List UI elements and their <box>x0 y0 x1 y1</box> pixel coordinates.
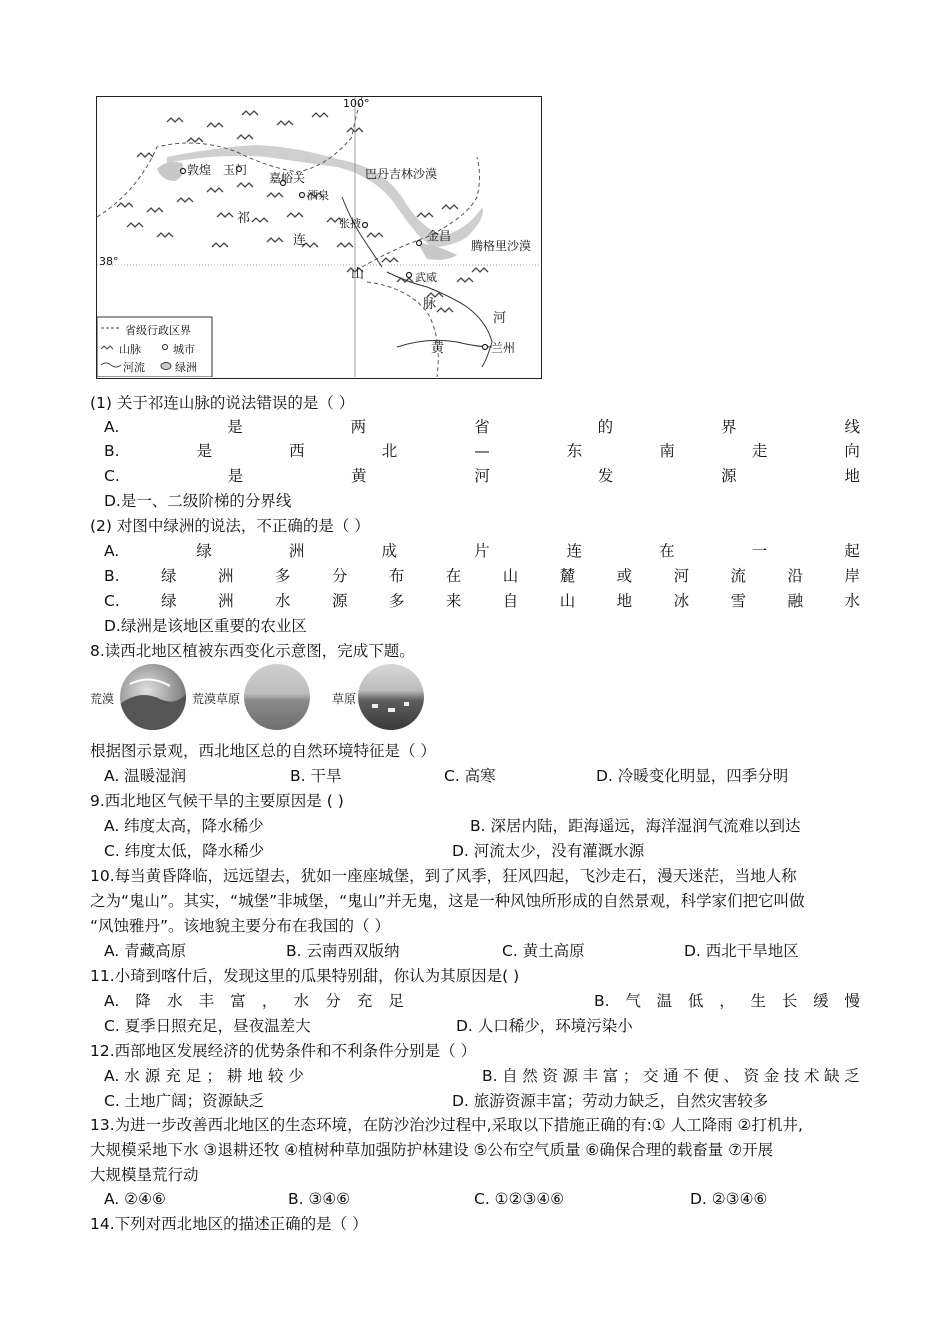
option-char: 自 <box>502 592 519 610</box>
img-label-desert-steppe: 荒漠草原 <box>192 692 241 706</box>
option-char: A. <box>104 418 120 436</box>
option-char: 地 <box>247 1067 263 1085</box>
label-qi: 祁 <box>237 211 251 226</box>
q12-stem: 12.西部地区发展经济的优势条件和不利条件分别是（ ） <box>90 1042 477 1060</box>
option-char: 交 <box>643 1067 659 1085</box>
option-char: B. <box>482 1067 498 1085</box>
option-char: 便 <box>703 1067 719 1085</box>
option-char: 地 <box>616 592 633 610</box>
option-char: 发 <box>597 467 614 485</box>
option-char: 流 <box>730 567 747 585</box>
q13-option-b[interactable]: B. ③④⑥ <box>288 1190 351 1208</box>
q13-option-c[interactable]: C. ①②③④⑥ <box>474 1190 565 1208</box>
option-char: 资 <box>743 1067 760 1085</box>
steppe-photo <box>358 664 424 730</box>
option-char: 向 <box>844 442 860 460</box>
option-char: 界 <box>721 418 737 436</box>
option-char: 资 <box>542 1067 558 1085</box>
q11-option-c[interactable]: C. 夏季日照充足，昼夜温差大 <box>104 1017 311 1035</box>
label-tengger-desert: 腾格里沙漠 <box>471 239 532 253</box>
option-char: 然 <box>522 1067 538 1085</box>
option-char: B. <box>104 567 120 585</box>
option-char: 气 <box>625 992 641 1010</box>
q12-options-row2 <box>104 1090 860 1112</box>
img-label-steppe: 草原 <box>332 692 357 706</box>
option-char: 水 <box>167 992 183 1010</box>
legend-river-text: 河流 <box>123 361 145 374</box>
label-mai: 脉 <box>423 297 437 312</box>
q8-options <box>104 765 860 787</box>
label-yumen: 玉门 <box>223 163 248 177</box>
q8-sub-stem: 根据图示景观，西北地区总的自然环境特征是（ ） <box>90 742 436 760</box>
option-char: 水 <box>124 1067 140 1085</box>
option-char: 河 <box>673 567 690 585</box>
q9-option-d[interactable]: D. 河流太少，没有灌溉水源 <box>452 842 645 860</box>
option-char: 低 <box>687 992 704 1010</box>
option-char: 缓 <box>813 992 829 1010</box>
option-char: 不 <box>683 1067 699 1085</box>
option-char: 较 <box>267 1067 284 1085</box>
option-char: 源 <box>562 1067 579 1085</box>
q1-stem: (1) 关于祁连山脉的说法错误的是（ ） <box>90 394 355 412</box>
q9-stem: 9.西北地区气候干旱的主要原因是 ( ) <box>90 792 344 810</box>
q2-option-b[interactable] <box>104 565 860 587</box>
q10-option-b[interactable]: B. 云南西双版纳 <box>286 942 400 960</box>
option-char: 在 <box>659 542 675 560</box>
q8-option-c[interactable]: C. 高寒 <box>444 767 496 785</box>
option-char: 洲 <box>217 567 234 585</box>
option-char: 多 <box>274 567 291 585</box>
q13-option-a[interactable]: A. ②④⑥ <box>104 1190 166 1208</box>
option-char: 自 <box>502 1067 518 1085</box>
option-char: 省 <box>474 418 490 436</box>
label-jiuquan: 酒泉 <box>307 189 329 202</box>
option-char: A. <box>104 542 120 560</box>
q11-option-a[interactable] <box>104 990 404 1012</box>
option-char: ； <box>622 1067 639 1085</box>
q10-stem-line2: 之为“鬼山”。其实，“城堡”非城堡，“鬼山”并无鬼，这是一种风蚀所形成的自然景观，科学家们把它叫做 <box>90 892 805 910</box>
option-char: 地 <box>844 467 860 485</box>
option-char: 水 <box>844 592 860 610</box>
steppe-cattle <box>358 664 424 730</box>
q9-option-b[interactable]: B. 深居内陆，距海遥远，海洋湿润气流难以到达 <box>470 817 801 835</box>
option-char: 充 <box>165 1067 181 1085</box>
option-char: 洲 <box>288 542 305 560</box>
option-char: 麓 <box>559 567 576 585</box>
q11-option-d[interactable]: D. 人口稀少，环境污染小 <box>456 1017 633 1035</box>
q13-stem-line2: 大规模采地下水 ③退耕还牧 ④植树种草加强防护林建设 ⑤公布空气质量 ⑥确保合理的载畜量 ⑦开展 <box>90 1141 774 1159</box>
q8-option-b[interactable]: B. 干旱 <box>290 767 342 785</box>
q1-option-c[interactable] <box>104 465 860 487</box>
option-char: 走 <box>751 442 768 460</box>
option-char: 缺 <box>824 1067 840 1085</box>
option-char: 通 <box>663 1067 679 1085</box>
option-char: 源 <box>721 467 737 485</box>
option-char: 分 <box>325 992 341 1010</box>
option-char: 充 <box>356 992 373 1010</box>
option-char: 绿 <box>161 567 177 585</box>
option-char: 沿 <box>787 567 803 585</box>
q10-option-d[interactable]: D. 西北干旱地区 <box>684 942 799 960</box>
label-huang: 黄 <box>431 341 445 356</box>
q10-option-c[interactable]: C. 黄土高原 <box>502 942 585 960</box>
q13-options <box>104 1188 860 1210</box>
option-char: ， <box>719 992 735 1010</box>
option-char: 岸 <box>844 567 860 585</box>
option-char: 连 <box>566 542 583 560</box>
q2-option-a[interactable] <box>104 540 860 562</box>
q11-stem: 11.小琦到喀什后，发现这里的瓜果特别甜，你认为其原因是( ) <box>90 967 520 985</box>
option-char: 生 <box>750 992 767 1010</box>
q11-options-row2 <box>104 1015 860 1037</box>
q13-option-d[interactable]: D. ②③④⑥ <box>690 1190 768 1208</box>
option-char: 洲 <box>218 592 234 610</box>
option-char: 少 <box>288 1067 304 1085</box>
legend-oasis-symbol <box>161 363 171 370</box>
option-char: 源 <box>331 592 348 610</box>
option-char: ； <box>206 1067 222 1085</box>
option-char: 来 <box>445 592 462 610</box>
q11-option-b[interactable] <box>594 990 860 1012</box>
label-zhangye: 张掖 <box>339 217 361 230</box>
option-char: 丰 <box>582 1067 599 1085</box>
label-lian: 连 <box>293 233 307 248</box>
q9-option-c[interactable]: C. 纬度太低，降水稀少 <box>104 842 265 860</box>
option-char: 或 <box>616 567 633 585</box>
q1-option-a[interactable] <box>104 416 860 438</box>
option-char: 南 <box>659 442 675 460</box>
option-char: 慢 <box>844 992 860 1010</box>
option-char: — <box>474 442 490 460</box>
option-char: 温 <box>656 992 673 1010</box>
option-char: 丰 <box>198 992 215 1010</box>
legend-oasis-text: 绿洲 <box>175 361 197 374</box>
q10-options <box>104 940 860 962</box>
option-char: 西 <box>289 442 305 460</box>
option-char: 东 <box>566 442 583 460</box>
label-badain-desert: 巴丹吉林沙漠 <box>365 167 438 181</box>
option-char: 绿 <box>196 542 212 560</box>
q9-option-a[interactable]: A. 纬度太高，降水稀少 <box>104 817 264 835</box>
q12-option-b[interactable] <box>482 1065 860 1087</box>
option-char: 金 <box>763 1067 780 1085</box>
option-char: 冰 <box>673 592 690 610</box>
q10-stem-line1: 10.每当黄昏降临，远远望去，犹如一座座城堡，到了风季，狂风四起，飞沙走石，漫天迷茫，当地人称 <box>90 867 797 885</box>
legend-mountain-text: 山脉 <box>119 343 141 356</box>
label-he: 河 <box>493 311 507 326</box>
qilian-region-map <box>96 96 542 379</box>
label-shan: 山 <box>351 267 365 282</box>
q10-stem-line3: “风蚀雅丹”。该地貌主要分布在我国的（ ） <box>90 917 390 935</box>
option-char: 降 <box>135 992 151 1010</box>
q12-option-a[interactable] <box>104 1065 304 1087</box>
option-char: 一 <box>751 542 768 560</box>
option-char: 乏 <box>844 1067 860 1085</box>
option-char: 山 <box>559 592 576 610</box>
q14-stem: 14.下列对西北地区的描述正确的是（ ） <box>90 1215 368 1233</box>
option-char: 是 <box>196 442 213 460</box>
option-char: 耕 <box>226 1067 243 1085</box>
q2-option-c[interactable] <box>104 590 860 612</box>
option-char: 足 <box>185 1067 202 1085</box>
option-char: 在 <box>445 567 462 585</box>
label-dunhuang: 敦煌 <box>187 163 212 177</box>
option-char: 河 <box>474 467 490 485</box>
q9-options-row1 <box>104 815 860 837</box>
q13-stem-line3: 大规模垦荒行动 <box>90 1166 199 1184</box>
desert-steppe-photo <box>244 664 310 730</box>
option-char: 技 <box>783 1067 800 1085</box>
option-char: 水 <box>293 992 310 1010</box>
q8-option-d[interactable]: D. 冷暖变化明显，四季分明 <box>596 767 789 785</box>
q1-option-d[interactable]: D.是一、二级阶梯的分界线 <box>104 492 292 510</box>
option-char: A. <box>104 992 120 1010</box>
option-char: 是 <box>227 418 243 436</box>
option-char: 融 <box>787 592 803 610</box>
label-jinchang: 金昌 <box>427 229 452 243</box>
option-char: 片 <box>474 542 490 560</box>
desert-photo <box>120 664 186 730</box>
option-char: 黄 <box>350 467 367 485</box>
option-char: 雪 <box>730 592 747 610</box>
oasis-area <box>157 162 183 181</box>
option-char: 富 <box>230 992 246 1010</box>
option-char: ， <box>261 992 278 1010</box>
vegetation-figure <box>90 662 430 734</box>
option-char: 是 <box>227 467 244 485</box>
option-char: B. <box>104 442 120 460</box>
img-label-desert: 荒漠 <box>90 692 115 706</box>
q13-stem-line1: 13.为进一步改善西北地区的生态环境，在防沙治沙过程中,采取以下措施正确的有:① 人工降雨 ②打机井, <box>90 1116 803 1134</box>
option-char: 起 <box>844 542 860 560</box>
q8-stem: 8.读西北地区植被东西变化示意图，完成下题。 <box>90 642 415 660</box>
option-char: B. <box>594 992 610 1010</box>
q12-option-d[interactable]: D. 旅游资源丰富；劳动力缺乏，自然灾害较多 <box>452 1092 769 1110</box>
legend-city-symbol <box>163 345 168 350</box>
option-char: 绿 <box>161 592 177 610</box>
label-wuwei: 武威 <box>415 271 437 284</box>
option-char: 两 <box>350 418 367 436</box>
option-char: 足 <box>388 992 404 1010</box>
q12-option-c[interactable]: C. 土地广阔；资源缺乏 <box>104 1092 265 1110</box>
legend-city-text: 城市 <box>173 343 195 356</box>
option-char: A. <box>104 1067 120 1085</box>
desert-dunes <box>120 664 186 730</box>
q9-options-row2 <box>104 840 860 862</box>
label-meridian: 100° <box>343 97 370 110</box>
option-char: 成 <box>381 542 397 560</box>
option-char: 布 <box>388 567 405 585</box>
label-parallel: 38° <box>99 255 119 268</box>
option-char: 源 <box>144 1067 161 1085</box>
option-char: 水 <box>275 592 291 610</box>
q2-option-d[interactable]: D.绿洲是该地区重要的农业区 <box>104 617 307 635</box>
q8-option-a[interactable]: A. 温暖湿润 <box>104 767 187 785</box>
q1-option-b[interactable] <box>104 440 860 462</box>
q10-option-a[interactable]: A. 青藏高原 <box>104 942 187 960</box>
q2-stem: (2) 对图中绿洲的说法，不正确的是（ ） <box>90 517 370 535</box>
option-char: 的 <box>597 418 614 436</box>
option-char: 山 <box>502 567 519 585</box>
option-char: 富 <box>602 1067 619 1085</box>
label-lanzhou: 兰州 <box>491 341 516 355</box>
option-char: 分 <box>331 567 348 585</box>
option-char: 、 <box>723 1067 740 1085</box>
option-char: C. <box>104 467 120 485</box>
option-char: 北 <box>381 442 398 460</box>
option-char: 线 <box>844 418 860 436</box>
option-char: 术 <box>804 1067 820 1085</box>
label-jiayuguan: 嘉峪关 <box>269 171 306 185</box>
option-char: 多 <box>388 592 405 610</box>
legend-boundary-text: 省级行政区界 <box>125 324 191 337</box>
option-char: C. <box>104 592 120 610</box>
option-char: 长 <box>781 992 798 1010</box>
